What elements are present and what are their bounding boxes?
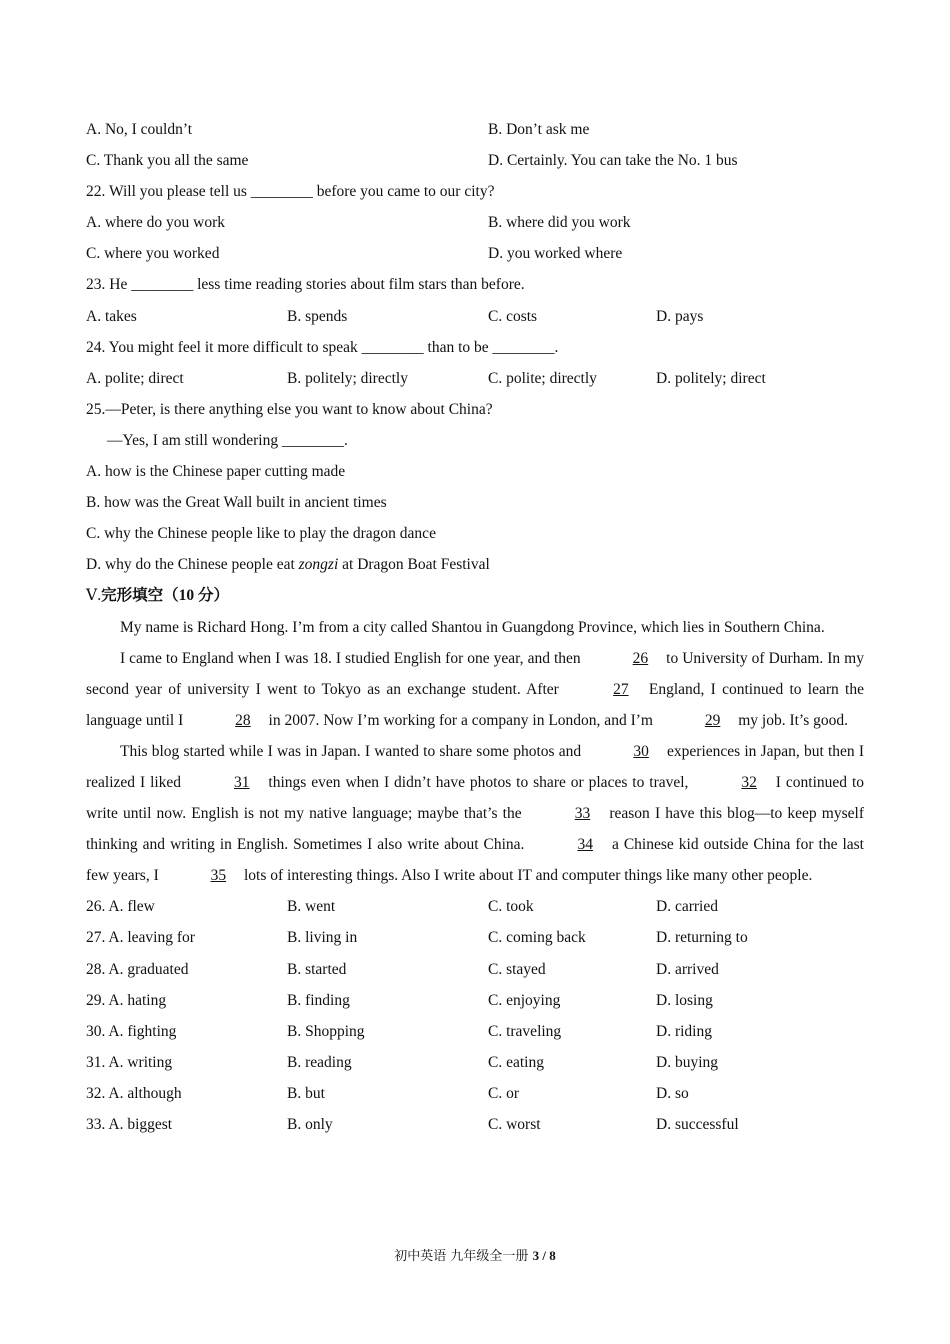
- section-title-end: 分）: [194, 587, 229, 605]
- cloze-option[interactable]: C. took: [488, 898, 534, 916]
- passage-text: I came to England when I was 18. I studied English for one year, and then: [120, 649, 585, 667]
- passage-text: in 2007. Now I’m working for a company in London, and I’m: [264, 711, 657, 729]
- cloze-option[interactable]: B. reading: [287, 1053, 352, 1071]
- cloze-option-row: [86, 1109, 864, 1140]
- cloze-option-row: [86, 954, 864, 985]
- cloze-blank-27[interactable]: 27: [613, 680, 629, 698]
- question-23-options: [86, 301, 864, 332]
- cloze-blank-30[interactable]: 30: [633, 742, 649, 760]
- question-22-stem: 22. Will you please tell us ________ before you came to our city?: [86, 183, 495, 201]
- cloze-blank-34[interactable]: 34: [577, 836, 593, 854]
- question-24-stem: 24. You might feel it more difficult to speak ________ than to be ________.: [86, 338, 559, 356]
- cloze-option[interactable]: 26. A. flew: [86, 898, 155, 916]
- passage-paragraph-1: My name is Richard Hong. I’m from a city called Shantou in Guangdong Province, which lies in Southern China.: [120, 618, 825, 636]
- question-24-options: [86, 363, 864, 394]
- section-score: 10: [178, 587, 195, 605]
- passage-text: reason I have this blog—to keep myself thinking and writing in English. Sometimes I also write about China.: [86, 805, 864, 854]
- passage-text: things even when I didn’t have photos to share or places to travel,: [263, 773, 694, 791]
- cloze-blank-35[interactable]: 35: [210, 867, 227, 885]
- cloze-option[interactable]: D. losing: [656, 991, 713, 1009]
- cloze-option[interactable]: 31. A. writing: [86, 1053, 173, 1071]
- passage-text: a Chinese kid outside China for the last few years, I: [86, 836, 864, 885]
- q25-option-d[interactable]: [86, 549, 864, 580]
- cloze-option[interactable]: B. finding: [287, 991, 350, 1009]
- question-25-stem: 25.—Peter, is there anything else you want to know about China?: [86, 400, 493, 418]
- q25-option-c[interactable]: C. why the Chinese people like to play the dragon dance: [86, 525, 436, 543]
- cloze-option[interactable]: D. successful: [656, 1116, 739, 1133]
- cloze-option[interactable]: C. traveling: [488, 1022, 562, 1040]
- cloze-option[interactable]: 28. A. graduated: [86, 960, 189, 978]
- cloze-option[interactable]: D. so: [656, 1084, 689, 1102]
- cloze-blank-33[interactable]: 33: [574, 805, 591, 823]
- question-22-options-row-2: [86, 238, 864, 269]
- exam-page: [86, 114, 864, 1140]
- cloze-option-row: [86, 1078, 864, 1109]
- cloze-option[interactable]: 32. A. although: [86, 1084, 182, 1102]
- cloze-option[interactable]: B. only: [287, 1116, 333, 1133]
- cloze-option[interactable]: D. buying: [656, 1053, 718, 1071]
- page-footer: [0, 1245, 950, 1264]
- q21-option-b[interactable]: B. Don’t ask me: [488, 121, 590, 138]
- cloze-option[interactable]: 33. A. biggest: [86, 1116, 173, 1133]
- q23-option-a[interactable]: A. takes: [86, 307, 137, 325]
- q23-option-d[interactable]: D. pays: [656, 307, 704, 325]
- cloze-option[interactable]: C. enjoying: [488, 991, 561, 1009]
- cloze-option-row: [86, 1016, 864, 1047]
- cloze-option[interactable]: 30. A. fighting: [86, 1022, 177, 1040]
- question-25-reply: —Yes, I am still wondering ________.: [107, 431, 348, 449]
- q24-option-c[interactable]: C. polite; directly: [488, 369, 597, 387]
- q23-option-b[interactable]: B. spends: [287, 307, 348, 325]
- q25-option-d-post: at Dragon Boat Festival: [338, 556, 490, 574]
- question-21-options-row-2: [86, 145, 864, 176]
- cloze-option[interactable]: B. but: [287, 1084, 325, 1102]
- passage-text: lots of interesting things. Also I write about IT and computer things like many other people.: [240, 867, 813, 885]
- cloze-option[interactable]: B. went: [287, 898, 336, 916]
- q22-option-c[interactable]: C. where you worked: [86, 245, 220, 263]
- q25-option-d-pre: D. why do the Chinese people eat: [86, 556, 299, 574]
- passage-paragraph-2: [86, 643, 864, 736]
- q22-option-b[interactable]: B. where did you work: [488, 214, 631, 232]
- cloze-blank-32[interactable]: 32: [741, 773, 757, 791]
- passage-text: to University of Durham. In my second year of university I went to Tokyo as an exchange student. After: [86, 649, 864, 698]
- page-number: 3: [532, 1248, 540, 1263]
- cloze-option-row: [86, 922, 864, 953]
- q24-option-a[interactable]: A. polite; direct: [86, 369, 184, 387]
- cloze-option[interactable]: B. Shopping: [287, 1022, 365, 1040]
- q21-option-a[interactable]: A. No, I couldn’t: [86, 121, 193, 138]
- cloze-option[interactable]: D. riding: [656, 1022, 712, 1040]
- cloze-option[interactable]: B. started: [287, 960, 347, 978]
- cloze-options: [86, 891, 864, 1140]
- section-heading: [86, 580, 864, 611]
- q25-option-d-italic: zongzi: [298, 556, 339, 574]
- section-title-text: 完形填空（: [101, 587, 179, 605]
- cloze-option[interactable]: C. stayed: [488, 960, 546, 978]
- cloze-option-row: [86, 985, 864, 1016]
- question-22-options-row-1: [86, 207, 864, 238]
- cloze-option[interactable]: C. or: [488, 1084, 519, 1102]
- page-separator: /: [539, 1248, 550, 1263]
- passage-paragraph-3: [86, 736, 864, 891]
- q22-option-d[interactable]: D. you worked where: [488, 245, 623, 263]
- passage-text: experiences in Japan, but then I realized I liked: [86, 742, 864, 791]
- passage-text: I continued to write until now. English is not my native language; maybe that’s the: [86, 773, 865, 823]
- section-number: Ⅴ.: [86, 587, 102, 605]
- cloze-option[interactable]: 27. A. leaving for: [86, 929, 195, 947]
- cloze-blank-31[interactable]: 31: [234, 773, 250, 791]
- cloze-option[interactable]: D. arrived: [656, 960, 719, 978]
- q24-option-d[interactable]: D. politely; direct: [656, 369, 766, 387]
- cloze-option[interactable]: C. eating: [488, 1053, 544, 1071]
- question-21-options-row-1: [86, 114, 864, 145]
- question-23-stem: 23. He ________ less time reading stories about film stars than before.: [86, 276, 525, 294]
- cloze-option[interactable]: C. worst: [488, 1116, 541, 1133]
- page-total: 8: [549, 1248, 556, 1263]
- q25-option-b[interactable]: B. how was the Great Wall built in ancient times: [86, 494, 387, 512]
- footer-label: 初中英语 九年级全一册: [394, 1249, 533, 1264]
- q21-option-d[interactable]: D. Certainly. You can take the No. 1 bus: [488, 152, 738, 170]
- q22-option-a[interactable]: A. where do you work: [86, 214, 226, 232]
- q23-option-c[interactable]: C. costs: [488, 307, 538, 325]
- cloze-option[interactable]: 29. A. hating: [86, 991, 167, 1009]
- cloze-option[interactable]: C. coming back: [488, 929, 586, 947]
- cloze-option[interactable]: D. returning to: [656, 929, 748, 947]
- q24-option-b[interactable]: B. politely; directly: [287, 369, 408, 387]
- cloze-blank-29[interactable]: 29: [704, 711, 721, 729]
- cloze-option-row: [86, 1047, 864, 1078]
- cloze-blank-28[interactable]: 28: [235, 711, 251, 729]
- cloze-option[interactable]: D. carried: [656, 898, 718, 916]
- passage-text: my job. It’s good.: [734, 711, 848, 729]
- cloze-option-row: [86, 891, 864, 922]
- cloze-option[interactable]: B. living in: [287, 929, 358, 947]
- q25-option-a[interactable]: A. how is the Chinese paper cutting made: [86, 463, 346, 481]
- passage-text: England, I continued to learn the language until I: [86, 680, 864, 729]
- passage-text: This blog started while I was in Japan. I wanted to share some photos and: [120, 742, 586, 760]
- q21-option-c[interactable]: C. Thank you all the same: [86, 152, 249, 170]
- cloze-blank-26[interactable]: 26: [632, 649, 649, 667]
